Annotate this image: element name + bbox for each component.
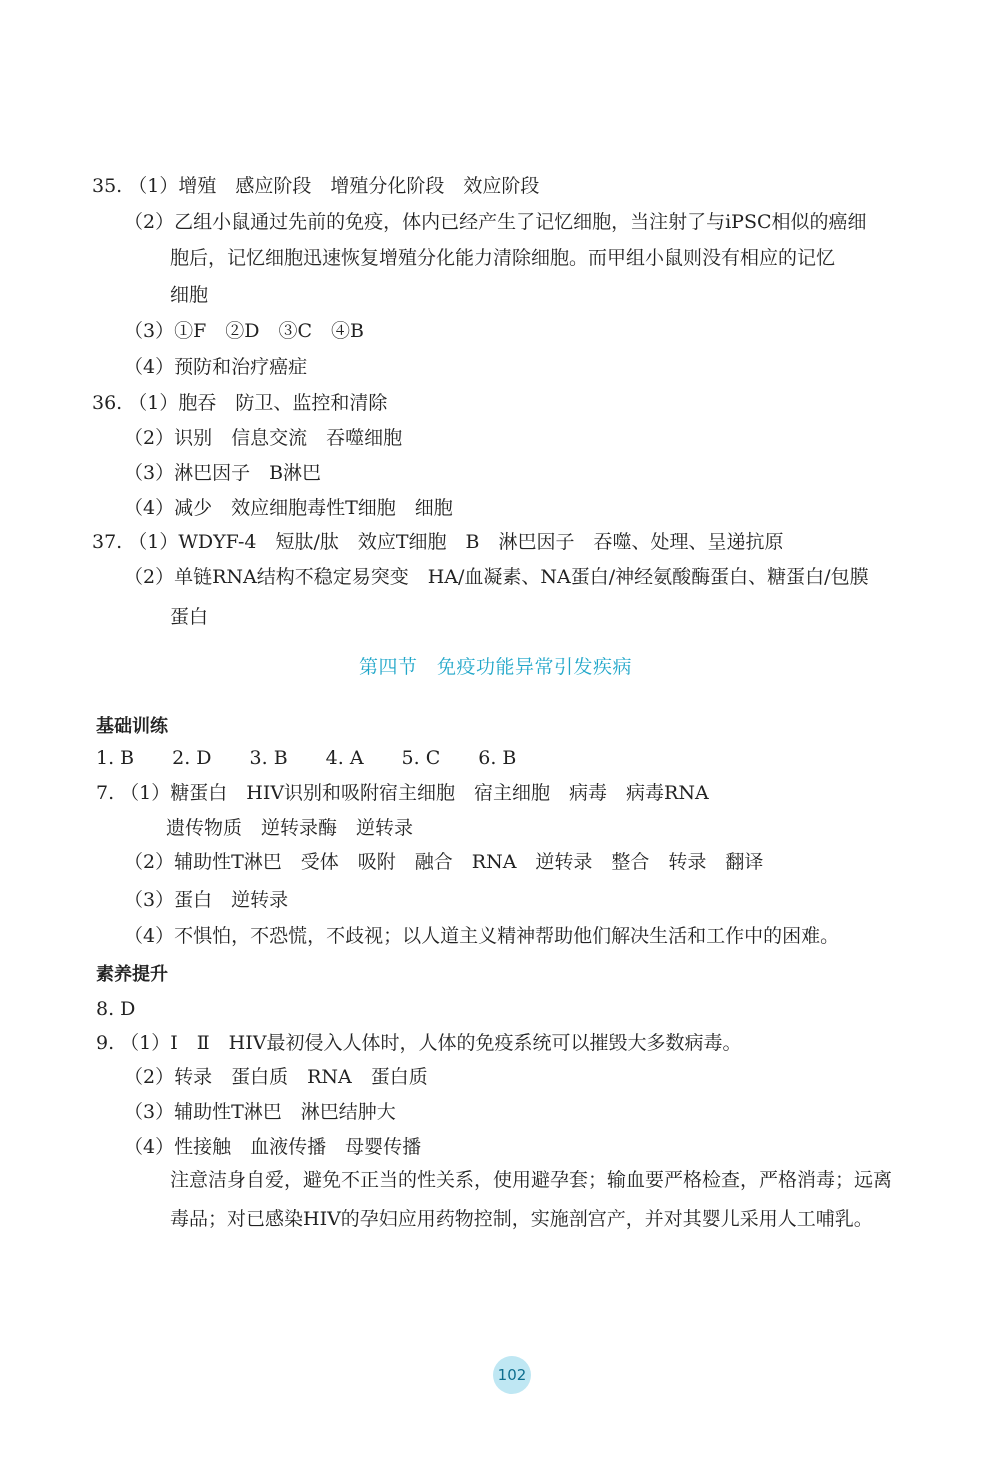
q35-line-1: 35. （1）增殖 感应阶段 增殖分化阶段 效应阶段 [92, 175, 540, 197]
q9-line-4: （4）性接触 血液传播 母婴传播 [124, 1136, 422, 1158]
q9-line-3: （3）辅助性T淋巴 淋巴结肿大 [124, 1101, 396, 1123]
page-number-badge: 102 [493, 1356, 531, 1394]
q35-line-3: 胞后，记忆细胞迅速恢复增殖分化能力清除细胞。而甲组小鼠则没有相应的记忆 [170, 247, 836, 269]
q7-line-1: 7. （1）糖蛋白 HIV识别和吸附宿主细胞 宿主细胞 病毒 病毒RNA [96, 782, 709, 804]
q35-line-6: （4）预防和治疗癌症 [124, 356, 308, 378]
q9-line-1: 9. （1）Ⅰ Ⅱ HIV最初侵入人体时，人体的免疫系统可以摧毁大多数病毒。 [96, 1032, 742, 1054]
q36-line-3: （3）淋巴因子 B淋巴 [124, 462, 322, 484]
q36-line-1: 36. （1）胞吞 防卫、监控和清除 [92, 392, 388, 414]
q9-line-4c: 毒品；对已感染HIV的孕妇应用药物控制，实施剖宫产，并对其婴儿采用人工哺乳。 [170, 1208, 873, 1230]
q37-line-1: 37. （1）WDYF-4 短肽/肽 效应T细胞 B 淋巴因子 吞噬、处理、呈递抗原 [92, 531, 784, 553]
q8-answer: 8. D [96, 998, 136, 1020]
q7-line-3: （3）蛋白 逆转录 [124, 889, 289, 911]
q9-line-4b: 注意洁身自爱，避免不正当的性关系，使用避孕套；输血要严格检查，严格消毒；远离 [170, 1169, 893, 1191]
literacy-improvement-heading: 素养提升 [96, 964, 168, 985]
q37-line-3: 蛋白 [170, 606, 209, 628]
section-title: 第四节 免疫功能异常引发疾病 [358, 656, 632, 678]
basic-training-heading: 基础训练 [96, 716, 168, 737]
q37-line-2: （2）单链RNA结构不稳定易突变 HA/血凝素、NA蛋白/神经氨酸酶蛋白、糖蛋白/包膜 [124, 566, 869, 588]
q7-line-1b: 遗传物质 逆转录酶 逆转录 [166, 817, 414, 839]
q35-line-5: （3）①F ②D ③C ④B [124, 320, 365, 342]
q35-line-4: 细胞 [170, 284, 209, 306]
q36-line-2: （2）识别 信息交流 吞噬细胞 [124, 427, 403, 449]
q36-line-4: （4）减少 效应细胞毒性T细胞 细胞 [124, 497, 453, 519]
q7-line-2: （2）辅助性T淋巴 受体 吸附 融合 RNA 逆转录 整合 转录 翻译 [124, 851, 764, 873]
q35-line-2: （2）乙组小鼠通过先前的免疫，体内已经产生了记忆细胞，当注射了与iPSC相似的癌细 [124, 211, 867, 233]
q7-line-4: （4）不惧怕，不恐慌，不歧视；以人道主义精神帮助他们解决生活和工作中的困难。 [124, 925, 840, 947]
q9-line-2: （2）转录 蛋白质 RNA 蛋白质 [124, 1066, 428, 1088]
basic-answers-1-6: 1. B 2. D 3. B 4. A 5. C 6. B [96, 747, 517, 769]
